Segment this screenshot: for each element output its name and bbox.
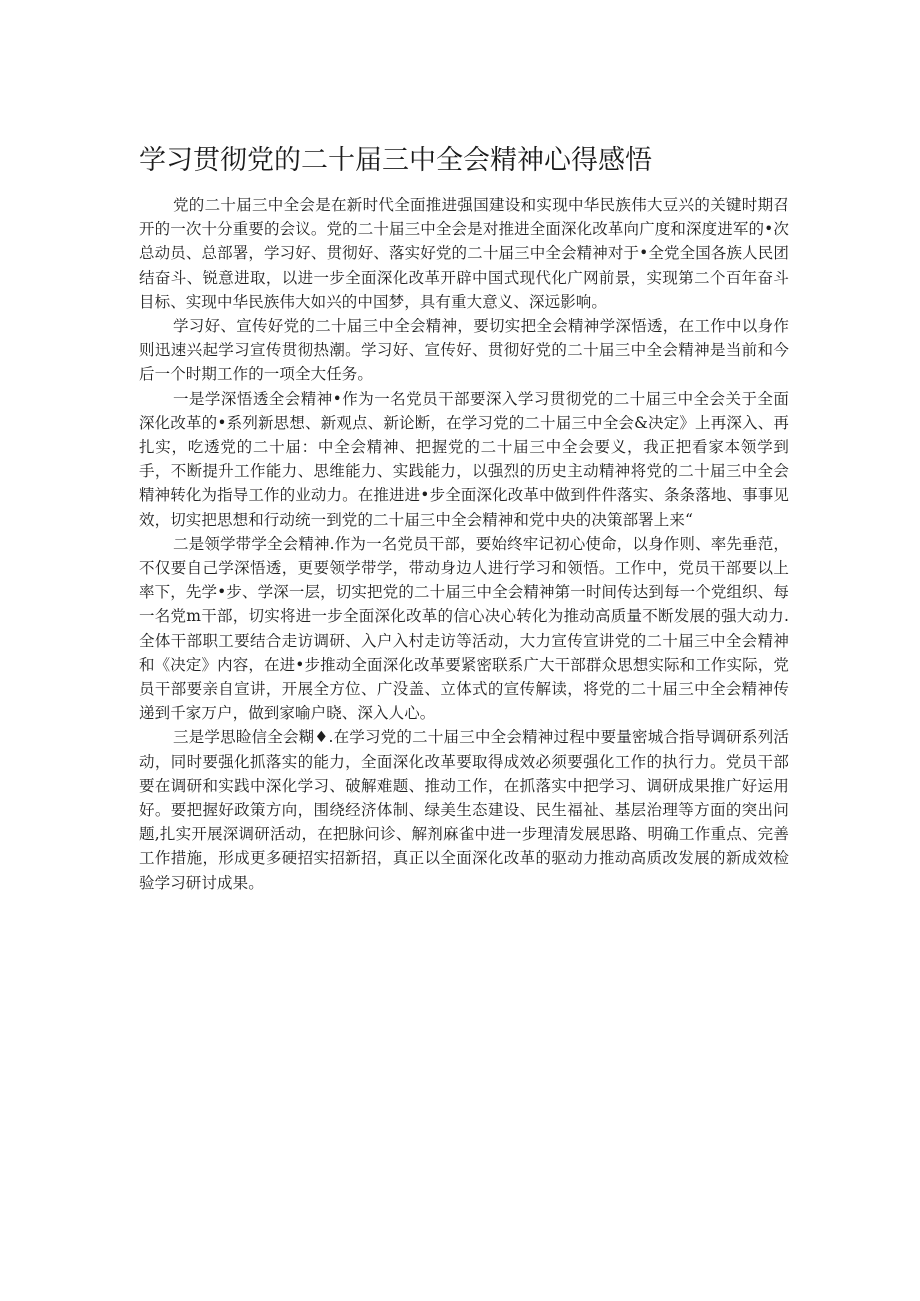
document-title: 学习贯彻党的二十届三中全会精神心得感悟 [139,145,652,176]
paragraph-point-two: 二是领学带学全会精神.作为一名党员干部，要始终牢记初心使命，以身作则、率先垂范，不仅要自己学深悟透，更要领学带学，带动身边人进行学习和领悟。工作中，党员干部要以上率下，先学•步、学深一层，切实把党的二十届三中全会精神第一时间传达到每一个党组织、每一名党m干部，切实将进一步全面深化改革的信心决心转化为推动高质量不断发展的强大动力.全体干部职工要结合走访调研、入户入村走访等活动，大力宣传宣讲党的二十届三中全会精神和《决定》内容，在进•步推动全面深化改革要紧密联系广大干部群众思想实际和工作实际，党员干部要亲自宣讲，开展全方位、广没盖、立体式的宣传解读，将党的二十届三中全会精神传递到千家万户，做到家喻户晓、深入人心。 [139,534,789,723]
paragraph-overview: 学习好、宣传好党的二十届三中全会精神，要切实把全会精神学深悟透，在工作中以身作则迅速兴起学习宣传贯彻热潮。学习好、宣传好、贯彻好党的二十届三中全会精神是当前和今后一个时期工作的一项全大任务。 [139,317,789,384]
paragraph-point-one: 一是学深悟透全会精神•作为一名党员干部要深入学习贯彻党的二十届三中全会关于全面深化改革的•系列新思想、新观点、新论断，在学习党的二十届三中全会&决定》上再深入、再扎实，吃透党的二十届：中全会精神、把握党的二十届三中全会要义，我正把看家本领学到手，不断提升工作能力、思维能力、实践能力，以强烈的历史主动精神将党的二十届三中全会精神转化为指导工作的业动力。在推进进•步全面深化改革中做到件件落实、条条落地、事事见效，切实把思想和行动统一到党的二十届三中全会精神和党中央的决策部署上来“ [139,389,789,529]
document-body [139,193,789,895]
paragraph-point-three: 三是学思睑信全会糊♦.在学习党的二十届三中全会精神过程中要量密城合指导调研系列活动，同时要强化抓落实的能力，全面深化改革要取得成效必须要强化工作的执行力。党员干部要在调研和实践中深化学习、破解难题、推动工作，在抓落实中把学习、调研成果推广好运用好。要把握好政策方向，围绕经济体制、绿美生态建设、民生福祉、基层治理等方面的突出问题,扎实开展深调研活动，在把脉问诊、解剂麻雀中进一步理清发展思路、明确工作重点、完善工作措施，形成更多硬招实招新招，真正以全面深化改革的驱动力推动高质改发展的新成效检验学习研讨成果。 [139,728,789,892]
paragraph-intro: 党的二十届三中全会是在新时代全面推进强国建设和实现中华民族伟大豆兴的关键时期召开的一次十分重要的会议。党的二十届三中全会是对推进全面深化改革向广度和深度进军的•次总动员、总部署，学习好、贯彻好、落实好党的二十届三中全会精神对于•全党全国各族人民团结奋斗、锐意进取，以进一步全面深化改革开辟中国式现代化广网前景，实现第二个百年奋斗目标、实现中华民族伟大如兴的中国梦，具有重大意义、深远影响。 [139,196,789,311]
